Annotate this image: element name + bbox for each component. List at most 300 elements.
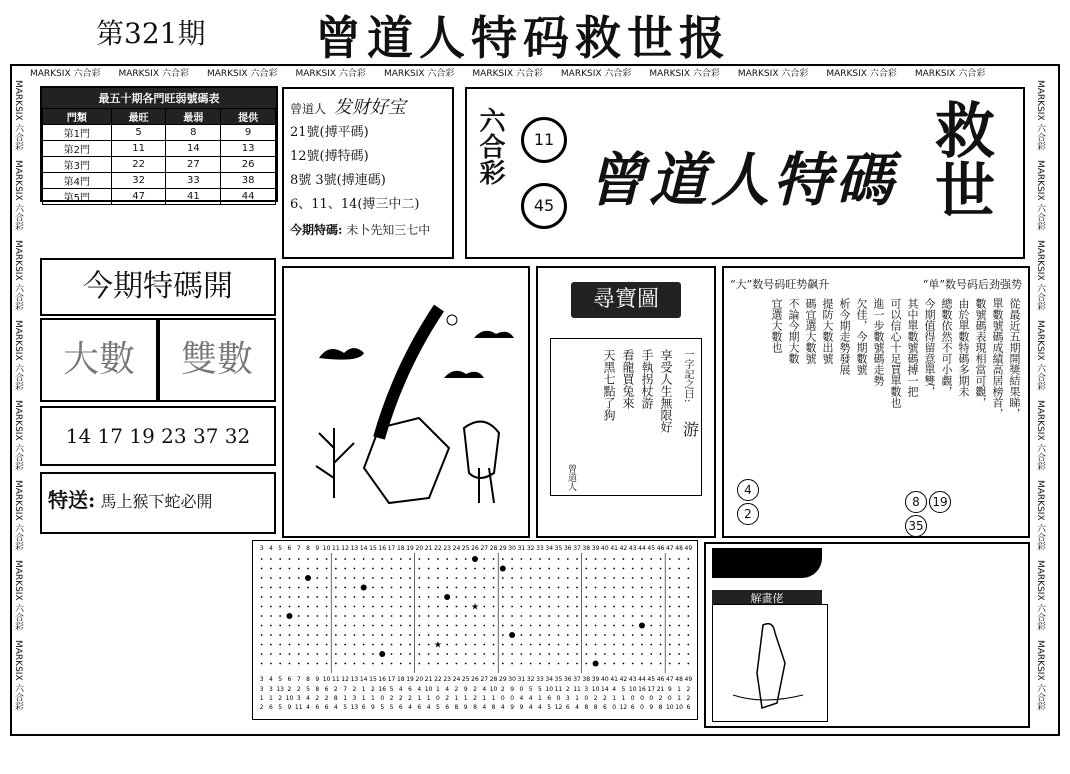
picture-box: [704, 542, 1030, 728]
zeng-special-label: 今期特碼:: [290, 223, 343, 237]
lottery-grid: [253, 541, 697, 719]
grid-dot: [623, 558, 625, 560]
grid-digit: 4: [398, 686, 403, 693]
grid-digit: 1: [371, 695, 375, 702]
grid-dot: [326, 644, 328, 646]
grid-dot: [446, 606, 448, 608]
grid-digit: 9: [510, 686, 515, 693]
grid-dot: [511, 644, 513, 646]
grid-dot: [548, 663, 550, 665]
grid-bottom-number: 3: [259, 676, 264, 683]
grid-dot: [595, 644, 597, 646]
grid-dot: [381, 587, 383, 589]
grid-top-number: 38: [582, 545, 591, 552]
grid-dot: [418, 587, 420, 589]
grid-dot: [465, 568, 467, 570]
marksix-logo: MARKSIX 六合彩: [13, 240, 23, 311]
grid-digit: 4: [306, 704, 310, 711]
grid-digit: 1: [463, 695, 468, 702]
grid-digit: 2: [454, 686, 459, 693]
grid-top-number: 31: [517, 545, 526, 552]
grid-digit: 0: [612, 704, 617, 711]
analysis-column: 進一步數號碼走勢: [872, 298, 885, 386]
grid-dot: [465, 577, 467, 579]
grid-digit: 10: [424, 686, 433, 693]
grid-hit-dot: [361, 585, 367, 591]
grid-dot: [530, 606, 532, 608]
grid-dot: [335, 577, 337, 579]
grid-dot: [483, 558, 485, 560]
grid-dot: [530, 625, 532, 627]
grid-dot: [687, 625, 689, 627]
grid-dot: [409, 577, 411, 579]
grid-dot: [437, 568, 439, 570]
grid-dot: [613, 577, 615, 579]
grid-dot: [279, 634, 281, 636]
grid-dot: [465, 596, 467, 598]
grid-dot: [585, 653, 587, 655]
grid-dot: [344, 615, 346, 617]
grid-dot: [641, 634, 643, 636]
grid-dot: [613, 558, 615, 560]
grid-digit: 5: [306, 686, 310, 693]
grid-digit: 1: [621, 695, 626, 702]
grid-dot: [391, 568, 393, 570]
grid-dot: [567, 558, 569, 560]
grid-dot: [483, 653, 485, 655]
grid-dot: [270, 634, 272, 636]
analysis-column: 單數號碼成績高居榜首，: [991, 298, 1004, 419]
grid-dot: [409, 558, 411, 560]
brush-icon: [379, 308, 439, 438]
grid-dot: [372, 558, 374, 560]
grid-digit: 1: [677, 686, 681, 693]
grid-dot: [660, 644, 662, 646]
grid-digit: 2: [324, 695, 329, 702]
grid-dot: [530, 644, 532, 646]
grid-dot: [539, 625, 541, 627]
grid-dot: [409, 644, 411, 646]
grid-dot: [307, 634, 309, 636]
marksix-logo: MARKSIX 六合彩: [1035, 320, 1045, 391]
grid-dot: [520, 596, 522, 598]
grid-bottom-number: 30: [508, 676, 516, 683]
plant-icon: [316, 428, 354, 498]
grid-dot: [391, 606, 393, 608]
cloud-icon: [474, 331, 514, 338]
grid-dot: [391, 625, 393, 627]
grid-digit: 6: [547, 695, 552, 702]
grid-dot: [428, 663, 430, 665]
grid-dot: [502, 606, 504, 608]
grid-dot: [372, 615, 374, 617]
grid-dot: [428, 568, 430, 570]
gate-col-header: 提供: [221, 109, 276, 125]
grid-dot: [660, 596, 662, 598]
grid-dot: [372, 577, 374, 579]
gate-table-body: [43, 125, 276, 205]
grid-top-number: 23: [443, 545, 451, 552]
special-title-box: [40, 258, 276, 316]
grid-digit: 13: [350, 704, 359, 711]
grid-dot: [307, 663, 309, 665]
gate-cell: 44: [221, 189, 276, 205]
grid-dot: [391, 577, 393, 579]
treasure-sign: 曾道人: [566, 464, 576, 491]
grid-dot: [279, 577, 281, 579]
grid-dot: [595, 653, 597, 655]
grid-dot: [400, 644, 402, 646]
illustration-box: [282, 266, 530, 538]
grid-digit: 3: [584, 686, 589, 693]
grid-dot: [687, 568, 689, 570]
grid-dot: [409, 606, 411, 608]
grid-dot: [437, 577, 439, 579]
grid-dot: [344, 596, 346, 598]
treasure-poem: [557, 349, 673, 433]
grid-dot: [289, 568, 291, 570]
grid-dot: [520, 644, 522, 646]
grid-dot: [530, 577, 532, 579]
grid-dot: [465, 558, 467, 560]
grid-dot: [289, 606, 291, 608]
grid-dot: [437, 634, 439, 636]
grid-dot: [567, 663, 569, 665]
grid-dot: [493, 596, 495, 598]
grid-dot: [279, 587, 281, 589]
grid-dot: [298, 558, 300, 560]
grid-dot: [344, 568, 346, 570]
grid-dot: [669, 596, 671, 598]
grid-dot: [669, 558, 671, 560]
grid-dot: [335, 587, 337, 589]
grid-digit: 0: [667, 695, 672, 702]
grid-top-number: 42: [619, 545, 628, 552]
grid-digit: 5: [343, 704, 348, 711]
grid-dot: [289, 653, 291, 655]
banner-title: 曾道人特碼: [587, 146, 898, 214]
grid-dot: [465, 615, 467, 617]
grid-dot: [344, 587, 346, 589]
grid-dot: [307, 558, 309, 560]
grid-digit: 2: [398, 695, 403, 702]
grid-dot: [576, 644, 578, 646]
grid-dot: [650, 653, 652, 655]
grid-digit: 8: [315, 686, 320, 693]
grid-digit: 0: [519, 686, 524, 693]
grid-dot: [650, 606, 652, 608]
grid-dot: [530, 615, 532, 617]
zeng-header: [290, 93, 446, 119]
grid-dot: [316, 644, 318, 646]
grid-dot: [623, 615, 625, 617]
grid-dot: [344, 634, 346, 636]
grid-dot: [381, 625, 383, 627]
number-ball: 35: [905, 515, 927, 537]
grid-bottom-number: 38: [582, 676, 591, 683]
grid-dot: [511, 615, 513, 617]
grid-dot: [428, 653, 430, 655]
grid-dot: [520, 615, 522, 617]
grid-dot: [669, 663, 671, 665]
grid-dot: [261, 606, 263, 608]
grid-digit: 9: [510, 704, 515, 711]
grid-dot: [372, 653, 374, 655]
grid-digit: 3: [269, 686, 273, 693]
grid-dot: [428, 606, 430, 608]
grid-dot: [511, 606, 513, 608]
grid-top-number: 26: [471, 545, 479, 552]
grid-dot: [261, 558, 263, 560]
grid-top-number: 4: [269, 545, 273, 552]
marksix-logo: MARKSIX 六合彩: [13, 480, 23, 551]
grid-dot: [409, 587, 411, 589]
grid-digit: 21: [656, 686, 665, 693]
grid-top-number: 7: [296, 545, 301, 552]
grid-dot: [446, 615, 448, 617]
grid-dot: [270, 558, 272, 560]
grid-digit: 4: [408, 704, 412, 711]
grid-dot: [354, 663, 356, 665]
grid-digit: 2: [389, 695, 394, 702]
grid-top-number: 11: [332, 545, 340, 552]
grid-dot: [279, 558, 281, 560]
marksix-logo: MARKSIX 六合彩: [1035, 160, 1045, 231]
grid-dot: [539, 558, 541, 560]
analysis-balls-right: [904, 490, 964, 538]
grid-dot: [335, 558, 337, 560]
gate-cell: 11: [111, 141, 166, 157]
grid-bottom-number: 29: [499, 676, 507, 683]
grid-digit: 9: [667, 686, 672, 693]
grid-dot: [307, 596, 309, 598]
grid-dot: [613, 587, 615, 589]
grid-dot: [372, 606, 374, 608]
grid-bottom-number: 6: [287, 676, 292, 683]
grid-dot: [520, 625, 522, 627]
grid-digit: 2: [602, 695, 607, 702]
grid-dot: [502, 634, 504, 636]
grid-bottom-number: 35: [554, 676, 563, 683]
grid-dot: [326, 577, 328, 579]
grid-dot: [502, 644, 504, 646]
grid-dot: [391, 587, 393, 589]
grid-digit: 1: [491, 695, 496, 702]
grid-dot: [520, 653, 522, 655]
grid-digit: 11: [554, 686, 563, 693]
grid-dot: [669, 653, 671, 655]
grid-dot: [391, 596, 393, 598]
special-title: 今期特碼開: [83, 269, 233, 304]
grid-dot: [363, 653, 365, 655]
logo-strip-right: [1034, 80, 1056, 730]
grid-bottom-number: 24: [452, 676, 461, 683]
grid-dot: [632, 587, 634, 589]
grid-digit: 2: [686, 695, 691, 702]
grid-dot: [632, 625, 634, 627]
grid-dot: [418, 558, 420, 560]
grid-dot: [261, 625, 263, 627]
grid-dot: [678, 663, 680, 665]
grid-top-number: 35: [554, 545, 563, 552]
grid-dot: [261, 587, 263, 589]
grid-dot: [456, 615, 458, 617]
grid-dot: [511, 663, 513, 665]
grid-dot: [437, 606, 439, 608]
grid-hit-dot: [639, 623, 645, 629]
analysis-column: 今期值得留意單雙，: [923, 298, 936, 397]
grid-dot: [650, 596, 652, 598]
grid-dot: [567, 653, 569, 655]
grid-dot: [660, 625, 662, 627]
grid-top-number: 48: [675, 545, 683, 552]
grid-dot: [363, 644, 365, 646]
grid-dot: [409, 625, 411, 627]
choice-even: 雙數: [158, 318, 276, 402]
grid-dot: [372, 663, 374, 665]
grid-dot: [595, 606, 597, 608]
grid-dot: [595, 568, 597, 570]
grid-dot: [678, 615, 680, 617]
grid-dot: [400, 558, 402, 560]
ring-icon: [447, 315, 457, 325]
ground-icon: [733, 695, 803, 700]
grid-dot: [511, 596, 513, 598]
grid-dot: [354, 558, 356, 560]
grid-dot: [548, 558, 550, 560]
grid-dot: [354, 653, 356, 655]
grid-dot: [548, 606, 550, 608]
grid-dot: [437, 625, 439, 627]
grid-digit: 8: [473, 704, 477, 711]
grid-dot: [678, 596, 680, 598]
grid-dot: [354, 606, 356, 608]
grid-dot: [289, 558, 291, 560]
grid-dot: [613, 663, 615, 665]
grid-dot: [381, 634, 383, 636]
grid-dot: [678, 634, 680, 636]
grid-dot: [391, 615, 393, 617]
grid-dot: [446, 558, 448, 560]
grid-dot: [446, 634, 448, 636]
grid-dot: [354, 615, 356, 617]
grid-dot: [613, 653, 615, 655]
grid-dot: [316, 568, 318, 570]
brush-stroke: [712, 548, 822, 578]
grid-dot: [279, 644, 281, 646]
grid-dot: [474, 577, 476, 579]
analysis-column: 析今期走勢發展: [838, 298, 851, 375]
grid-dot: [279, 568, 281, 570]
grid-dot: [687, 644, 689, 646]
grid-digit: 10: [285, 695, 294, 702]
grid-dot: [632, 653, 634, 655]
grid-top-number: 8: [306, 545, 310, 552]
grid-dot: [456, 596, 458, 598]
grid-dot: [483, 663, 485, 665]
grid-top-number: 36: [563, 545, 572, 552]
grid-dot: [437, 558, 439, 560]
grid-digit: 6: [565, 704, 570, 711]
grid-bottom-number: 22: [434, 676, 442, 683]
grid-dot: [632, 568, 634, 570]
grid-dot: [344, 606, 346, 608]
grid-dot: [270, 663, 272, 665]
grid-dot: [632, 663, 634, 665]
grid-digit: 10: [545, 686, 554, 693]
grid-dot: [678, 644, 680, 646]
gate-cell: 27: [166, 157, 221, 173]
grid-bottom-number: 14: [359, 676, 368, 683]
grid-digit: 13: [276, 686, 285, 693]
grid-dot: [418, 653, 420, 655]
grid-dot: [465, 663, 467, 665]
grid-dot: [623, 568, 625, 570]
grid-dot: [558, 644, 560, 646]
grid-dot: [650, 634, 652, 636]
picture-frame: [712, 604, 828, 722]
grid-dot: [418, 606, 420, 608]
grid-dot: [456, 606, 458, 608]
treasure-box: [536, 266, 716, 538]
grid-dot: [558, 568, 560, 570]
grid-digit: 5: [538, 686, 542, 693]
grid-dot: [604, 558, 606, 560]
grid-dot: [409, 634, 411, 636]
grid-dot: [623, 625, 625, 627]
grid-dot: [493, 615, 495, 617]
grid-dot: [623, 587, 625, 589]
grid-dot: [669, 606, 671, 608]
grid-dot: [483, 587, 485, 589]
grid-digit: 2: [500, 686, 505, 693]
grid-dot: [539, 653, 541, 655]
grid-digit: 3: [565, 695, 570, 702]
grid-dot: [567, 577, 569, 579]
analysis-heading-right: “单”数号码后劲强势: [922, 278, 1022, 291]
grid-bottom-number: 41: [610, 676, 618, 683]
special-choices: [40, 318, 276, 402]
grid-dot: [548, 577, 550, 579]
grid-dot: [660, 577, 662, 579]
grid-dot: [678, 558, 680, 560]
grid-dot: [632, 596, 634, 598]
grid-dot: [548, 644, 550, 646]
grid-digit: 3: [296, 695, 301, 702]
grid-dot: [279, 625, 281, 627]
grid-dot: [548, 568, 550, 570]
grid-digit: 11: [573, 686, 581, 693]
grid-dot: [316, 625, 318, 627]
grid-dot: [270, 587, 272, 589]
grid-digit: 4: [500, 704, 505, 711]
grid-digit: 1: [426, 695, 431, 702]
grid-dot: [493, 634, 495, 636]
grid-dot: [558, 653, 560, 655]
grid-digit: 9: [287, 704, 292, 711]
grid-dot: [539, 577, 541, 579]
grid-digit: 6: [445, 704, 450, 711]
marksix-logo: MARKSIX 六合彩: [13, 400, 23, 471]
grid-dot: [548, 625, 550, 627]
grid-dot: [279, 596, 281, 598]
grid-dot: [530, 558, 532, 560]
grid-dot: [511, 558, 513, 560]
grid-digit: 9: [519, 704, 524, 711]
grid-hit-dot: [593, 661, 599, 667]
grid-dot: [567, 625, 569, 627]
grid-dot: [418, 634, 420, 636]
